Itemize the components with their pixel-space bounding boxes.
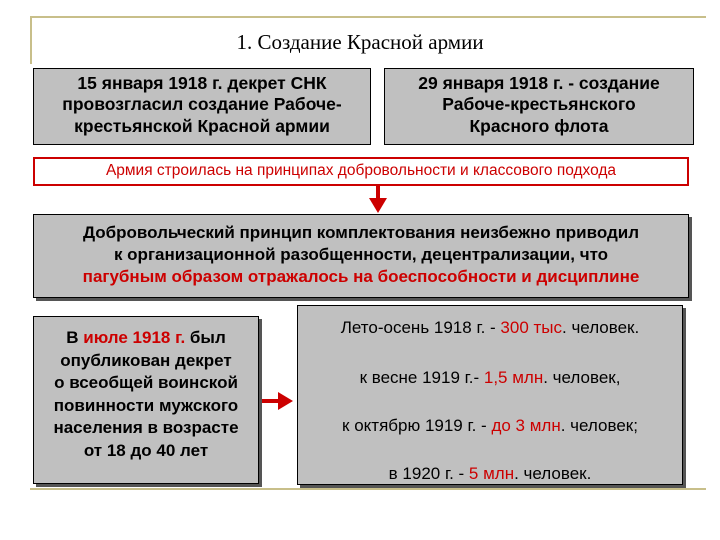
voluntary-line3: пагубным образом отражалось на боеспособности и дисциплине xyxy=(82,267,640,287)
decree-army-line3: крестьянской Красной армии xyxy=(74,115,330,136)
growth-row-1918 xyxy=(298,318,682,338)
principles-box xyxy=(33,157,689,186)
growth-row-value: до 3 млн xyxy=(491,416,561,435)
arrow-down-icon xyxy=(368,186,388,214)
conscription-line6: от 18 до 40 лет xyxy=(83,441,209,461)
growth-row-value: 5 млн xyxy=(468,464,515,483)
decree-army-date: 15 января 1918 г. xyxy=(77,73,223,93)
principles-text: Армия строилась на принципах добровольности и классового подхода xyxy=(105,162,617,179)
growth-row-label: к октябрю 1919 г. - xyxy=(342,416,492,435)
decree-army-text: декрет СНК xyxy=(222,73,327,93)
growth-row-unit: . человек. xyxy=(514,464,592,483)
growth-row-label: в 1920 г. - xyxy=(388,464,469,483)
arrow-right-icon xyxy=(262,391,294,411)
conscription-line5: населения в возрасте xyxy=(53,418,239,438)
growth-row-value: 1,5 млн xyxy=(483,368,544,387)
conscription-line2: опубликован декрет xyxy=(60,350,232,370)
voluntary-line2: к организационной разобщенности, децентрализации, что xyxy=(113,245,609,265)
conscription-post: был xyxy=(185,328,226,347)
frame-bottom-line xyxy=(30,488,706,490)
decree-fleet-date: 29 января 1918 г. xyxy=(418,73,564,93)
decree-army-box xyxy=(33,68,371,145)
growth-row-unit: . человек. xyxy=(562,318,640,337)
conscription-date: июле 1918 г. xyxy=(83,328,186,347)
conscription-pre: В xyxy=(66,328,84,347)
decree-fleet-text: - создание xyxy=(563,73,660,93)
voluntary-line1: Добровольческий принцип комплектования неизбежно приводил xyxy=(82,223,640,242)
decree-army-line2: провозгласил создание Рабоче- xyxy=(62,94,342,115)
voluntary-principle-box xyxy=(33,214,689,298)
growth-row-unit: . человек, xyxy=(543,368,621,387)
growth-row-spring-1919 xyxy=(298,368,682,388)
conscription-line3: о всеобщей воинской xyxy=(54,373,238,393)
growth-row-value: 300 тыс xyxy=(500,318,562,337)
decree-army-line1 xyxy=(34,73,370,94)
conscription-decree-box xyxy=(33,316,259,484)
growth-row-label: Лето-осень 1918 г. - xyxy=(340,318,501,337)
conscription-line1 xyxy=(34,327,258,350)
decree-fleet-line1 xyxy=(385,73,693,94)
growth-row-unit: . человек; xyxy=(560,416,638,435)
decree-fleet-box xyxy=(384,68,694,145)
decree-fleet-line2: Рабоче-крестьянского xyxy=(442,94,636,115)
growth-row-1920 xyxy=(298,464,682,484)
slide-title: 1. Создание Красной армии xyxy=(236,30,484,54)
conscription-line4: повинности мужского xyxy=(53,395,239,415)
frame-top-line xyxy=(30,16,706,18)
army-growth-box xyxy=(297,305,683,485)
growth-row-label: к весне 1919 г.- xyxy=(359,368,484,387)
decree-fleet-line3: Красного флота xyxy=(469,115,609,136)
growth-row-october-1919 xyxy=(298,416,682,436)
